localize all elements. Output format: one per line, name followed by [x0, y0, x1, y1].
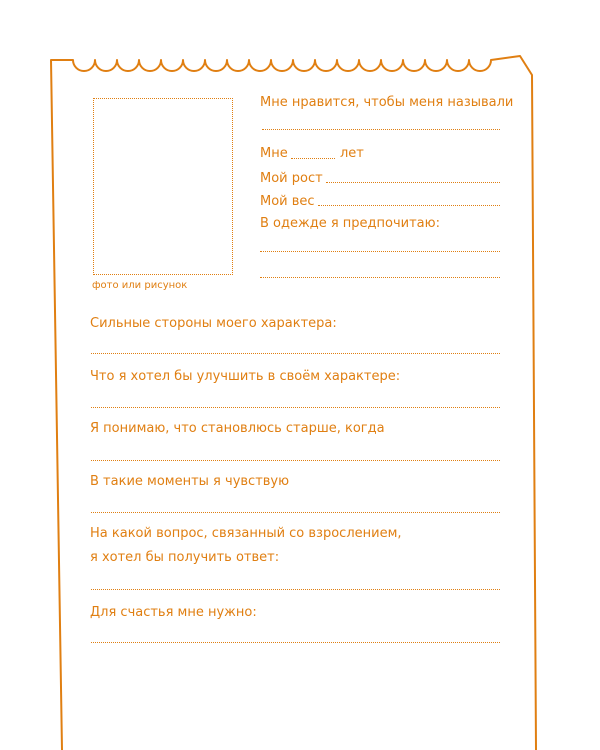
clothes-answer-line-2[interactable] — [260, 277, 500, 278]
improve-label: Что я хотел бы улучшить в своём характере: — [90, 369, 401, 384]
older-answer-line[interactable] — [91, 460, 500, 461]
photo-caption: фото или рисунок — [92, 280, 188, 291]
nickname-answer-line[interactable] — [262, 129, 500, 130]
question-label-line-2: я хотел бы получить ответ: — [90, 550, 280, 565]
question-answer-line[interactable] — [91, 589, 500, 590]
strengths-answer-line[interactable] — [91, 353, 500, 354]
nickname-label: Мне нравится, чтобы меня называли — [260, 95, 514, 110]
older-label: Я понимаю, что становлюсь старше, когда — [90, 421, 385, 436]
strengths-label: Сильные стороны моего характера: — [90, 316, 337, 331]
weight-label: Мой вес — [260, 194, 315, 209]
happiness-answer-line[interactable] — [91, 642, 500, 643]
age-answer-line[interactable] — [291, 158, 335, 159]
clothes-answer-line-1[interactable] — [260, 251, 500, 252]
age-prefix-label: Мне — [260, 146, 288, 161]
weight-answer-line[interactable] — [318, 205, 500, 206]
photo-placeholder[interactable] — [93, 98, 233, 275]
age-suffix-label: лет — [340, 146, 364, 161]
happiness-label: Для счастья мне нужно: — [90, 605, 257, 620]
clothes-label: В одежде я предпочитаю: — [260, 216, 440, 231]
question-label-line-1: На какой вопрос, связанный со взрослением, — [90, 526, 402, 541]
improve-answer-line[interactable] — [91, 407, 500, 408]
feel-label: В такие моменты я чувствую — [90, 474, 290, 489]
feel-answer-line[interactable] — [91, 512, 500, 513]
height-answer-line[interactable] — [326, 182, 500, 183]
height-label: Мой рост — [260, 171, 323, 186]
